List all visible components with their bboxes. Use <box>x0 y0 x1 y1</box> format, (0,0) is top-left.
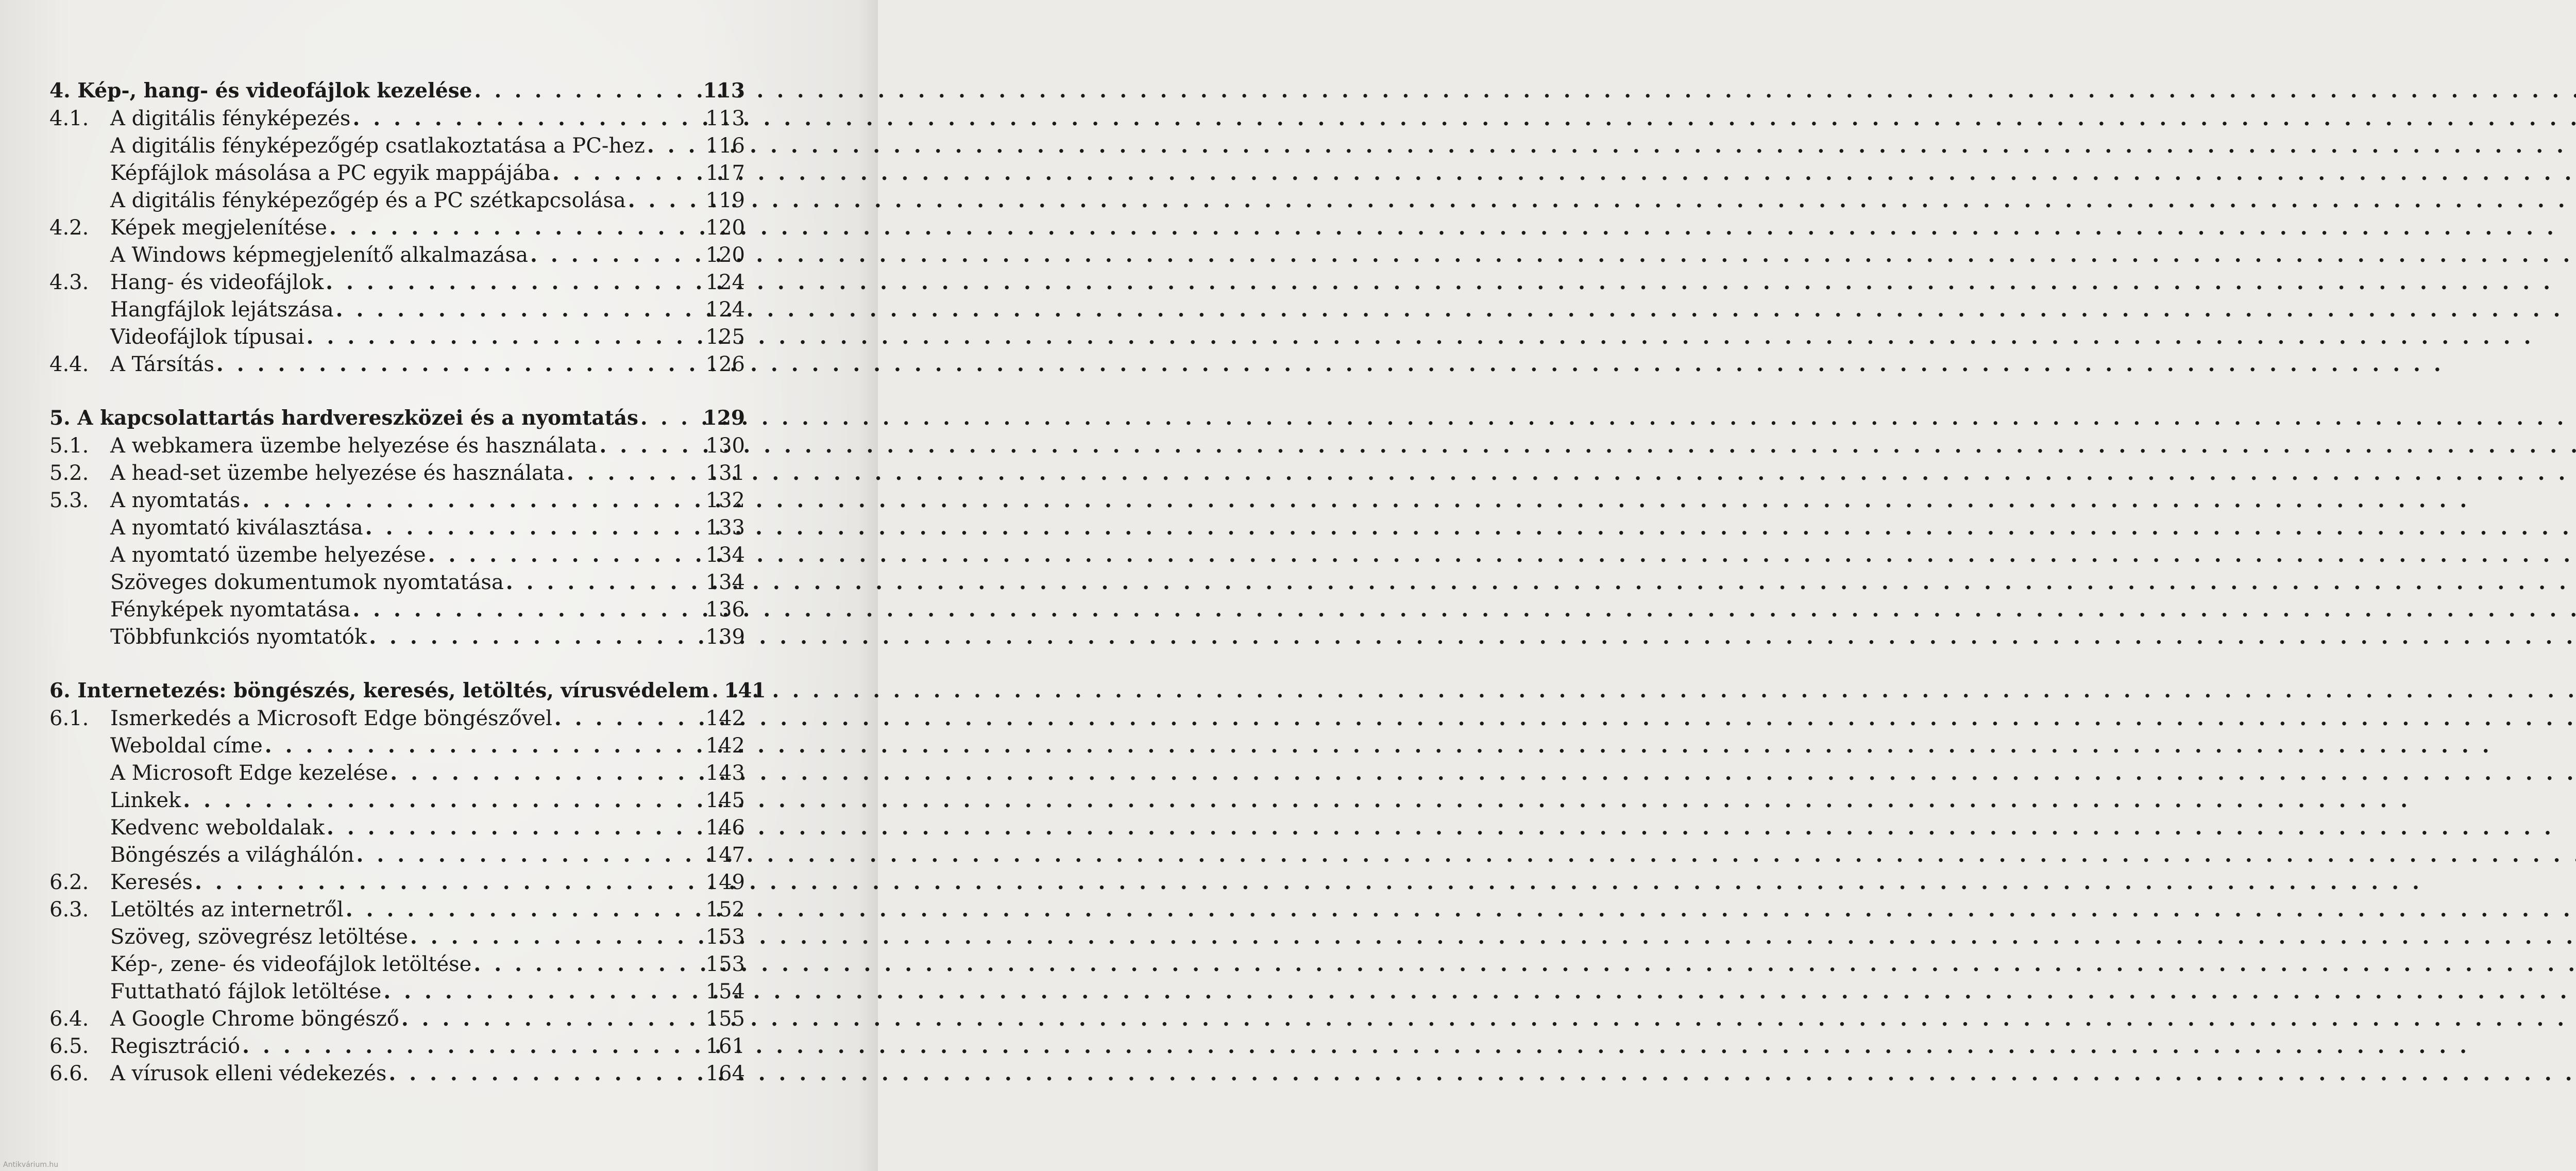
toc-entry <box>49 296 745 323</box>
toc-entry <box>49 623 745 650</box>
section-title: Weboldal címe <box>110 734 263 758</box>
toc-entry <box>49 950 745 978</box>
leader-dots <box>363 514 706 541</box>
section-title: A vírusok elleni védekezés <box>110 1062 387 1085</box>
section-title: Letöltés az internetről <box>110 898 344 922</box>
leader-dots <box>181 787 705 814</box>
page-number: 153 <box>705 925 745 949</box>
toc-entry <box>49 487 745 514</box>
toc-entry <box>49 705 745 732</box>
toc-entry <box>49 787 745 814</box>
toc-entry <box>49 432 745 459</box>
toc-entry <box>49 596 745 623</box>
toc-entry <box>49 241 745 269</box>
page-number: 134 <box>705 571 745 594</box>
section-title: Többfunkciós nyomtatók <box>110 625 367 649</box>
section-title: Szöveges dokumentumok nyomtatása <box>110 571 504 594</box>
page-number: 149 <box>705 871 745 894</box>
section-title: Hangfájlok lejátszása <box>110 298 334 322</box>
section-number: 4.3. <box>49 271 89 294</box>
page-number: 161 <box>705 1034 745 1058</box>
page-number: 132 <box>705 489 745 512</box>
section-number: 5.3. <box>49 489 89 512</box>
section-title: Videofájlok típusai <box>110 325 304 349</box>
toc-entry <box>49 159 745 187</box>
section-title: A nyomtató üzembe helyezése <box>110 543 426 567</box>
chapter-heading <box>49 77 745 105</box>
leader-dots <box>626 187 706 214</box>
toc-entry <box>49 759 745 787</box>
page-number: 146 <box>705 816 745 840</box>
leader-dots <box>334 296 706 323</box>
leader-dots <box>263 732 706 759</box>
toc-entry <box>49 350 745 378</box>
section-title: A nyomtatás <box>110 489 241 512</box>
leader-dots <box>344 896 706 923</box>
section-title: Keresés <box>110 871 193 894</box>
section-title: Futtatható fájlok letöltése <box>110 980 382 1003</box>
page-number: 155 <box>705 1007 745 1031</box>
chapter-page-number: 129 <box>703 406 745 430</box>
toc-entry <box>49 459 745 487</box>
section-number: 4.4. <box>49 353 89 376</box>
leader-dots <box>240 1032 706 1060</box>
chapter-page-number: 113 <box>703 79 745 103</box>
section-title: Regisztráció <box>110 1034 241 1058</box>
toc-entry <box>49 541 745 568</box>
section-title: Fényképek nyomtatása <box>110 598 351 622</box>
toc-entry <box>49 568 745 596</box>
leader-dots <box>472 77 703 105</box>
chapter-heading <box>49 677 766 705</box>
leader-dots <box>471 950 705 978</box>
page-number: 126 <box>705 353 745 376</box>
section-title: Hang- és videofájlok <box>110 271 324 294</box>
toc-entry <box>49 269 745 296</box>
leader-dots <box>350 105 705 132</box>
leader-dots <box>408 923 706 950</box>
leader-dots <box>214 350 706 378</box>
section-number: 6.6. <box>49 1062 89 1085</box>
toc-entry <box>49 978 745 1005</box>
book-page <box>0 0 878 1171</box>
toc-entry <box>49 187 745 214</box>
section-title: A nyomtató kiválasztása <box>110 516 363 540</box>
toc-entry <box>49 923 745 950</box>
page-number: 134 <box>705 543 745 567</box>
section-number: 6.2. <box>49 871 89 894</box>
page-number: 152 <box>705 898 745 922</box>
page-number: 130 <box>705 434 745 458</box>
section-title: A head-set üzembe helyezése és használata <box>110 461 565 485</box>
leader-dots <box>350 596 705 623</box>
section-number: 5.2. <box>49 461 89 485</box>
leader-dots <box>565 459 706 487</box>
toc-entry <box>49 868 745 896</box>
leader-dots <box>386 1060 705 1087</box>
toc-entry <box>49 514 745 541</box>
section-title: Ismerkedés a Microsoft Edge böngészővel <box>110 707 552 730</box>
toc-entry <box>49 1005 745 1032</box>
section-title: Böngészés a világhálón <box>110 843 354 867</box>
leader-dots <box>552 705 706 732</box>
chapter-title: 6. Internetezés: böngészés, keresés, letöltés, vírusvédelem <box>49 679 710 702</box>
leader-dots <box>426 541 706 568</box>
toc-entry <box>49 814 745 841</box>
section-title: Linkek <box>110 789 181 812</box>
section-title: A Google Chrome böngésző <box>110 1007 399 1031</box>
page-number: 154 <box>705 980 745 1003</box>
section-title: A digitális fényképezőgép csatlakoztatása a PC-hez <box>110 134 645 158</box>
leader-dots <box>240 487 705 514</box>
page-number: 120 <box>705 243 745 267</box>
leader-dots <box>327 214 706 241</box>
section-title: A digitális fényképezőgép és a PC szétkapcsolása <box>110 189 626 212</box>
leader-dots <box>367 623 705 650</box>
toc-entry <box>49 896 745 923</box>
page-number: 133 <box>705 516 745 540</box>
section-number: 5.1. <box>49 434 89 458</box>
section-number: 6.3. <box>49 898 89 922</box>
page-number: 119 <box>705 189 745 212</box>
page-number: 153 <box>705 952 745 976</box>
page-number: 164 <box>705 1062 745 1085</box>
section-number: 6.4. <box>49 1007 89 1031</box>
toc-entry <box>49 105 745 132</box>
leader-dots <box>638 405 703 432</box>
leader-dots <box>381 978 705 1005</box>
chapter-heading <box>49 405 745 432</box>
page-number: 120 <box>705 216 745 240</box>
chapter-6 <box>49 677 766 1087</box>
toc-entry <box>49 214 745 241</box>
toc-entry <box>49 1032 745 1060</box>
toc-entry <box>49 323 745 350</box>
section-number: 4.1. <box>49 107 89 130</box>
leader-dots <box>504 568 706 596</box>
leader-dots <box>645 132 706 159</box>
section-title: A digitális fényképezés <box>110 107 351 130</box>
chapter-title: 4. Kép-, hang- és videofájlok kezelése <box>49 79 472 103</box>
leader-dots <box>550 159 706 187</box>
section-title: A Microsoft Edge kezelése <box>110 761 388 785</box>
page-number: 116 <box>705 134 745 158</box>
section-title: Kép-, zene- és videofájlok letöltése <box>110 952 472 976</box>
toc-entry <box>49 132 745 159</box>
leader-dots <box>597 432 705 459</box>
leader-dots <box>304 323 706 350</box>
leader-dots <box>528 241 706 269</box>
section-title: Kedvenc weboldalak <box>110 816 325 840</box>
section-title: Képek megjelenítése <box>110 216 327 240</box>
toc-entry <box>49 841 745 868</box>
leader-dots <box>354 841 705 868</box>
leader-dots <box>709 677 724 705</box>
section-title: Szöveg, szövegrész letöltése <box>110 925 408 949</box>
table-of-contents <box>49 77 766 1087</box>
page-number: 136 <box>705 598 745 622</box>
section-title: A Windows képmegjelenítő alkalmazása <box>110 243 529 267</box>
chapter-page-number: 141 <box>724 679 766 702</box>
page-number: 145 <box>705 789 745 812</box>
chapter-title: 5. A kapcsolattartás hardvereszközei és a nyomtatás <box>49 406 638 430</box>
section-title: Képfájlok másolása a PC egyik mappájába <box>110 161 551 185</box>
leader-dots <box>399 1005 706 1032</box>
toc-entry <box>49 1060 745 1087</box>
chapter-5 <box>49 405 745 650</box>
page-number: 147 <box>705 843 745 867</box>
toc-entry <box>49 732 745 759</box>
leader-dots <box>324 269 705 296</box>
page-number: 117 <box>705 161 745 185</box>
page-number: 113 <box>705 107 745 130</box>
section-number: 4.2. <box>49 216 89 240</box>
leader-dots <box>388 759 705 787</box>
page-number: 142 <box>705 707 745 730</box>
watermark: Antikvárium.hu <box>3 1161 59 1169</box>
page-number: 142 <box>705 734 745 758</box>
section-title: A Társítás <box>110 353 214 376</box>
section-number: 6.1. <box>49 707 89 730</box>
leader-dots <box>325 814 706 841</box>
section-title: A webkamera üzembe helyezése és használata <box>110 434 598 458</box>
page-number: 131 <box>705 461 745 485</box>
section-number: 6.5. <box>49 1034 89 1058</box>
leader-dots <box>193 868 706 896</box>
page-number: 124 <box>705 298 745 322</box>
page-number: 125 <box>705 325 745 349</box>
chapter-4 <box>49 77 745 378</box>
page-number: 143 <box>705 761 745 785</box>
page-number: 139 <box>705 625 745 649</box>
page-number: 124 <box>705 271 745 294</box>
